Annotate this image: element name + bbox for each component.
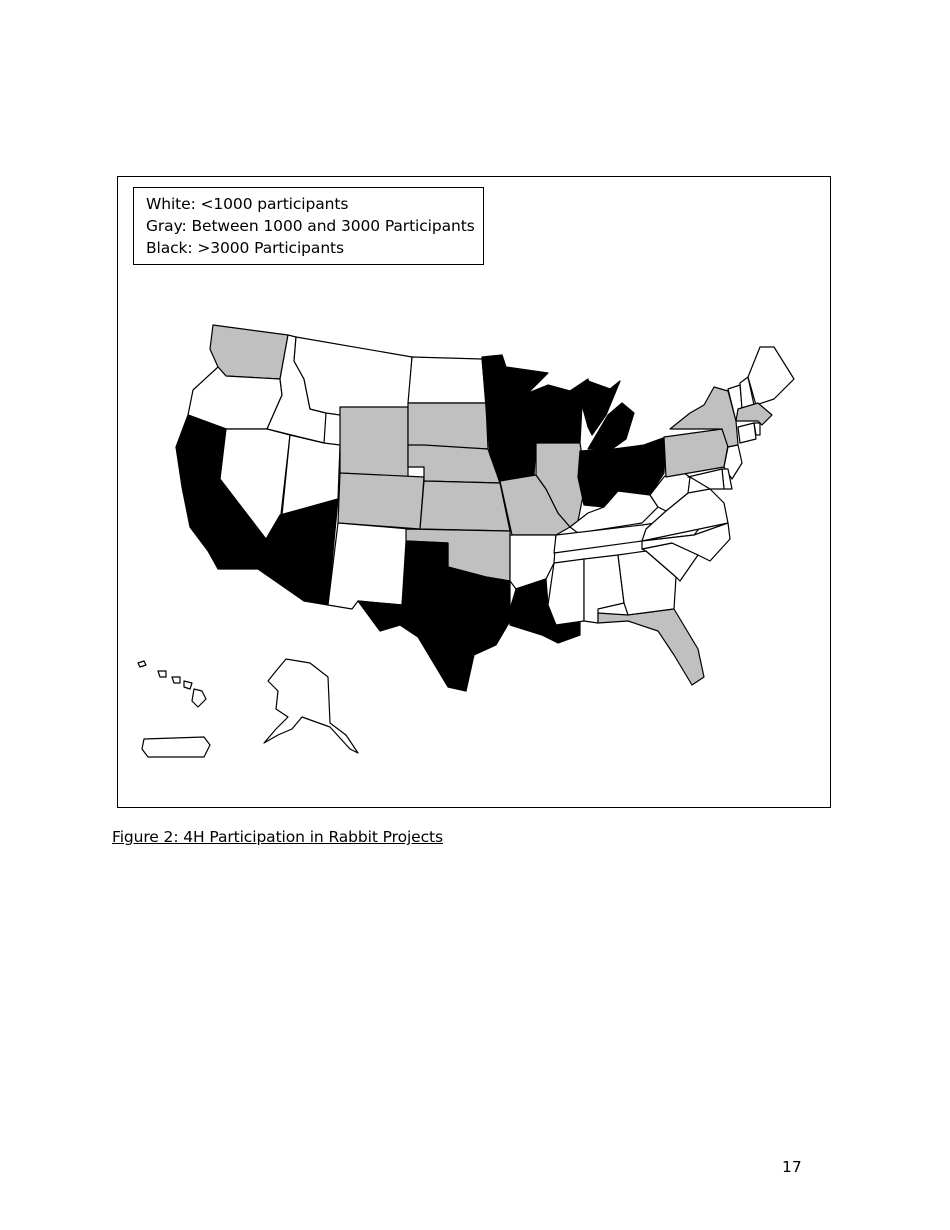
state-hi	[138, 661, 206, 707]
legend-white-label: White: <1000 participants	[146, 195, 349, 213]
state-mt	[294, 337, 412, 415]
state-sd	[408, 403, 488, 449]
state-pr	[142, 737, 210, 757]
us-map	[118, 177, 832, 809]
legend-black-label: Black: >3000 Participants	[146, 239, 344, 257]
state-ar	[510, 535, 556, 589]
state-ct	[738, 423, 756, 443]
state-fl	[598, 609, 704, 685]
state-ks	[420, 481, 510, 531]
state-nd	[408, 357, 486, 403]
state-me	[748, 347, 794, 405]
state-co	[338, 473, 424, 529]
page-number: 17	[782, 1158, 802, 1176]
legend-gray-label: Gray: Between 1000 and 3000 Participants	[146, 217, 475, 235]
map-figure-frame	[117, 176, 831, 808]
state-mi	[582, 381, 634, 449]
figure-caption: Figure 2: 4H Participation in Rabbit Projects	[112, 828, 443, 846]
state-wy	[340, 407, 408, 477]
state-ms	[548, 559, 584, 625]
state-nm	[328, 523, 410, 609]
state-ak	[264, 659, 358, 753]
